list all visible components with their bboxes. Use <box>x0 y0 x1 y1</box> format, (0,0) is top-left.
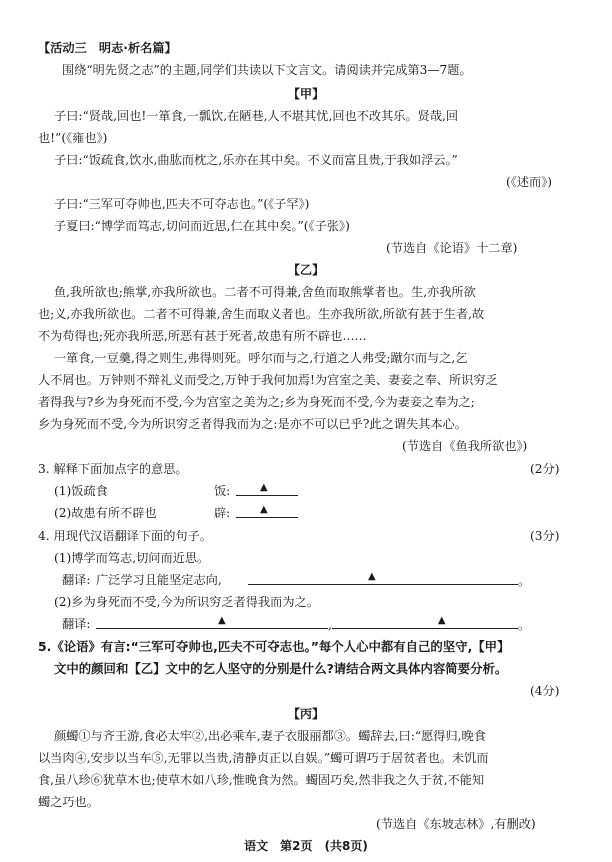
yi-line: 人不屑也。万钟则不辩礼义而受之,万钟于我何加焉!为宫室之美、妻妾之奉、所识穷乏 <box>38 373 498 387</box>
q5-score: (4分) <box>530 684 560 698</box>
jia-line: (《述而》) <box>506 175 553 189</box>
bing-line: 食,虽八珍⑥犹草木也;使草木如八珍,惟晚食为然。蠋固巧矣,然非我之久于贫,不能知 <box>38 773 485 787</box>
q4-sentence-1: (1)博学而笃志,切问而近思。 <box>54 551 210 565</box>
yi-source: (节选自《鱼我所欲也》) <box>402 439 528 453</box>
yi-line: 不为苟得也;死亦我所恶,所恶有甚于死者,故患有所不辟也…… <box>38 329 367 343</box>
yi-line: 一箪食,一豆羹,得之则生,弗得则死。呼尔而与之,行道之人弗受;蹴尔而与之,乞 <box>54 351 468 365</box>
q4-answer-blank-2[interactable]: ▲ , ▲ 。 <box>96 616 530 633</box>
jia-line: 也!”(《雍也》) <box>38 131 108 145</box>
q4-translation-label-2: 翻译: <box>62 617 91 631</box>
q3-item-2-label: 辟: <box>214 506 231 520</box>
q4-translation-label-1: 翻译: <box>62 573 91 587</box>
yi-line: 者得我与?乡为身死而不受,今为宫室之美为之;乡为身死而不受,今为妻妾之奉为之; <box>38 395 475 409</box>
section-bing-heading: 【丙】 <box>287 707 325 721</box>
intro-text: 围绕“明先贤之志”的主题,同学们共读以下文言文。请阅读并完成第3—7题。 <box>62 63 472 77</box>
yi-line: 也;义,亦我所欲也。二者不可得兼,舍生而取义者也。生亦我所欲,所欲有甚于生者,故 <box>38 307 485 321</box>
q3-answer-blank-1[interactable]: ▲ <box>236 483 298 500</box>
q4-sentence-2: (2)乡为身死而不受,今为所识穷乏者得我而为之。 <box>54 595 319 609</box>
q4-answer-blank-1[interactable]: ▲ 。 <box>248 572 530 589</box>
q5-stem-line-1: 5.《论语》有言:“三军可夺帅也,匹夫不可夺志也。”每个人心中都有自己的坚守,【甲】 <box>38 639 510 654</box>
jia-source: (节选自《论语》十二章) <box>386 241 518 255</box>
q3-answer-blank-2[interactable]: ▲ <box>236 505 298 522</box>
q5-stem-line-2: 文中的颜回和【乙】文中的乞人坚守的分别是什么?请结合两文具体内容简要分析。 <box>54 661 508 676</box>
bing-line: 颜蠋①与齐王游,食必太牢②,出必乘车,妻子衣服丽都③。蠋辞去,曰:“愿得归,晚食 <box>54 729 486 743</box>
jia-line: 子曰:“贤哉,回也!一箪食,一瓢饮,在陋巷,人不堪其忧,回也不改其乐。贤哉,回 <box>54 109 459 123</box>
q3-item-1: (1)饭疏食 <box>54 484 108 498</box>
q3-item-2: (2)故患有所不辟也 <box>54 506 157 520</box>
section-yi-heading: 【乙】 <box>287 263 325 277</box>
q4-stem: 4. 用现代汉语翻译下面的句子。 <box>38 529 212 543</box>
q4-score: (3分) <box>530 529 560 543</box>
jia-line: 子曰:“三军可夺帅也,匹夫不可夺志也。”(《子罕》) <box>54 197 310 211</box>
q4-translation-prefix-1: 广泛学习且能坚定志向, <box>96 573 222 587</box>
q3-score: (2分) <box>530 462 560 476</box>
section-jia-heading: 【甲】 <box>287 87 325 101</box>
yi-line: 鱼,我所欲也;熊掌,亦我所欲也。二者不可得兼,舍鱼而取熊掌者也。生,亦我所欲 <box>54 285 476 299</box>
activity-title: 【活动三 明志·析名篇】 <box>38 41 177 55</box>
jia-line: 子夏曰:“博学而笃志,切问而近思,仁在其中矣。”(《子张》) <box>54 219 350 233</box>
yi-line: 乡为身死而不受,今为所识穷乏者得我而为之:是亦不可以已乎?此之谓失其本心。 <box>38 417 467 431</box>
q3-item-1-label: 饭: <box>214 484 231 498</box>
jia-line: 子曰:“饭疏食,饮水,曲肱而枕之,乐亦在其中矣。不义而富且贵,于我如浮云。” <box>54 153 458 167</box>
q3-stem: 3. 解释下面加点字的意思。 <box>38 462 188 476</box>
page-footer: 语文 第2页 (共8页) <box>244 839 368 853</box>
bing-source: (节选自《东坡志林》,有删改) <box>376 817 536 831</box>
bing-line: 以当肉④,安步以当车⑤,无罪以当贵,清静贞正以自娱。”蠋可谓巧于居贫者也。未饥而 <box>38 751 489 765</box>
bing-line: 蠋之巧也。 <box>38 795 99 809</box>
